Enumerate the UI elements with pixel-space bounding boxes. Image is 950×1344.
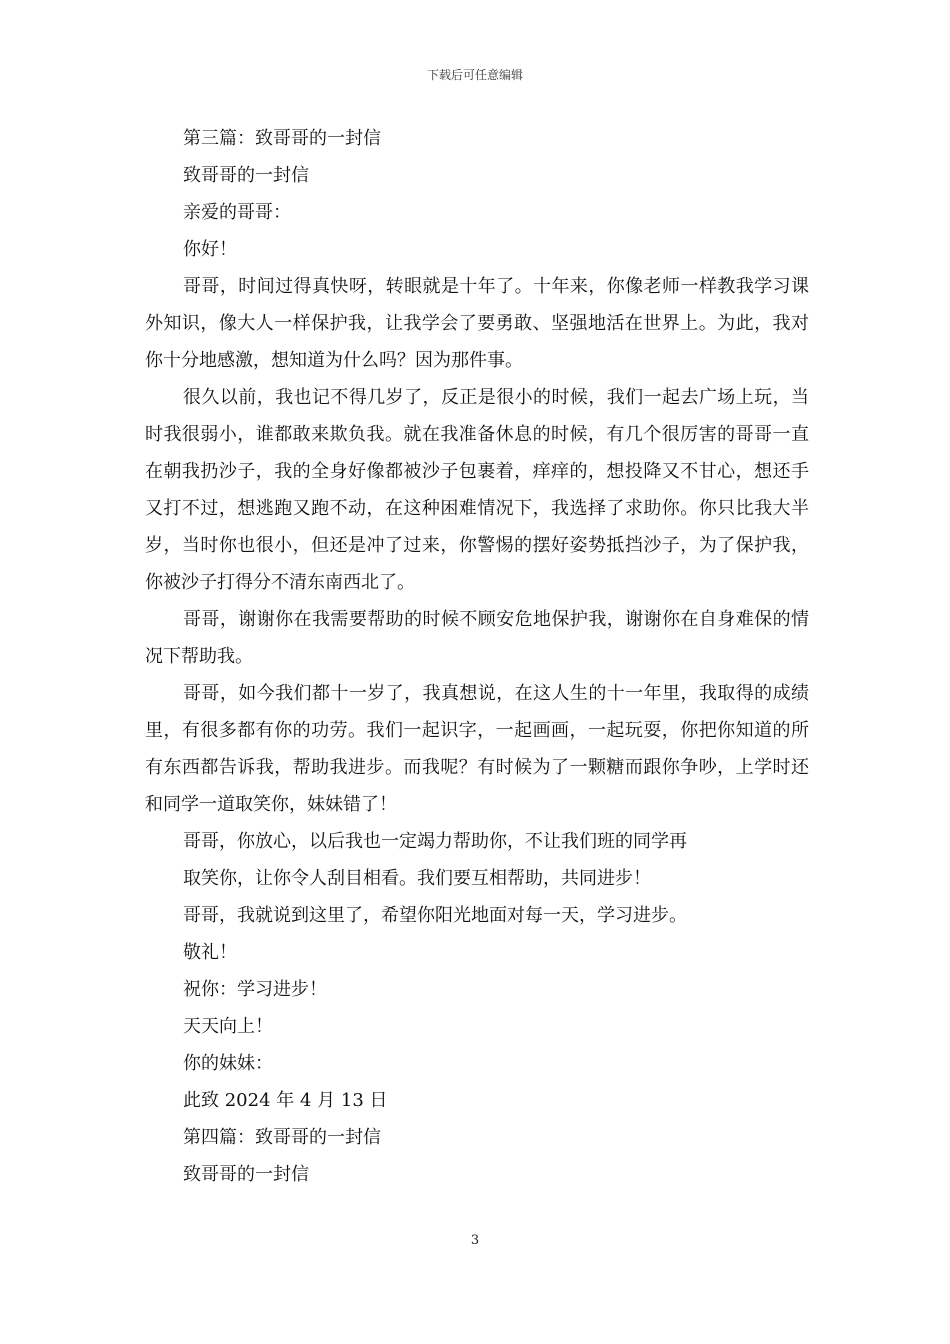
body-paragraph: 很久以前，我也记不得几岁了，反正是很小的时候，我们一起去广场上玩，当时我很弱小，谁都敢来欺负我。就在我准备休息的时候，有几个很厉害的哥哥一直在朝我扔沙子，我的全身好像都被沙子包裹着，痒痒的，想投降又不甘心，想还手又打不过，想逃跑又跑不动，在这种困难情况下，我选择了求助你。你只比我大半岁，当时你也很小，但还是冲了过来，你警惕的摆好姿势抵挡沙子，为了保护我，你被沙子打得分不清东南西北了。 <box>145 387 809 593</box>
page-header: 下载后可任意编辑 <box>426 68 523 82</box>
letter-title: 致哥哥的一封信 <box>183 1164 309 1185</box>
body-line: 哥哥，我就说到这里了，希望你阳光地面对每一天，学习进步。 <box>183 905 687 926</box>
body-paragraph: 哥哥，时间过得真快呀，转眼就是十年了。十年来，你像老师一样教我学习课外知识，像大人一样保护我，让我学会了要勇敢、坚强地活在世界上。为此，我对你十分地感激，想知道为什么吗？因为那件事。 <box>145 276 809 371</box>
signature: 你的妹妹： <box>183 1053 273 1074</box>
section-title: 第三篇：致哥哥的一封信 <box>183 128 381 149</box>
closing-salute: 敬礼！ <box>183 942 237 963</box>
closing-wish-2: 天天向上！ <box>183 1016 273 1037</box>
greeting: 你好！ <box>183 239 237 260</box>
date-line: 此致 2024 年 4 月 13 日 <box>183 1090 388 1111</box>
body-paragraph: 哥哥，谢谢你在我需要帮助的时候不顾安危地保护我，谢谢你在自身难保的情况下帮助我。 <box>145 609 809 667</box>
section-title: 第四篇：致哥哥的一封信 <box>183 1127 381 1148</box>
page-number: 3 <box>470 1233 480 1248</box>
body-line: 哥哥，你放心，以后我也一定竭力帮助你，不让我们班的同学再 <box>183 831 687 852</box>
body-line: 取笑你，让你令人刮目相看。我们要互相帮助，共同进步！ <box>183 868 651 889</box>
letter-title: 致哥哥的一封信 <box>183 165 309 186</box>
document-body <box>145 120 809 1193</box>
closing-wish: 祝你：学习进步！ <box>183 979 327 1000</box>
salutation: 亲爱的哥哥： <box>183 202 291 223</box>
body-paragraph: 哥哥，如今我们都十一岁了，我真想说，在这人生的十一年里，我取得的成绩里，有很多都有你的功劳。我们一起识字，一起画画，一起玩耍，你把你知道的所有东西都告诉我，帮助我进步。而我呢？有时候为了一颗糖而跟你争吵，上学时还和同学一道取笑你，妹妹错了！ <box>145 683 809 815</box>
